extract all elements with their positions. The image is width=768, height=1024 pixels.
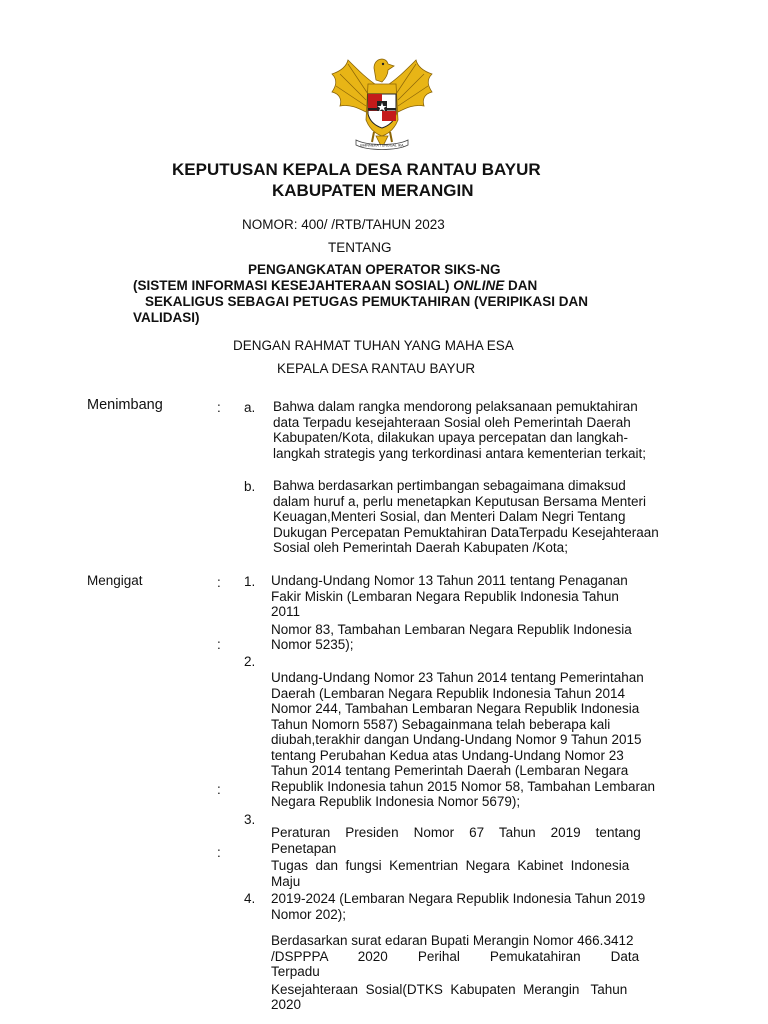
mengingat-marker-1: 1. xyxy=(244,574,256,589)
mengingat-marker-4: 4. xyxy=(244,891,256,906)
mengingat-marker-3: 3. xyxy=(244,812,256,827)
mengingat-colon-4: : xyxy=(217,845,221,860)
decree-title-line1: KEPUTUSAN KEPALA DESA RANTAU BAYUR xyxy=(172,160,541,179)
mengingat-label: Mengigat xyxy=(87,573,143,588)
menimbang-colon: : xyxy=(217,400,221,415)
mengingat-colon-1: : xyxy=(217,575,221,590)
issuer: KEPALA DESA RANTAU BAYUR xyxy=(277,361,476,376)
svg-text:BHINNEKA TUNGGAL IKA: BHINNEKA TUNGGAL IKA xyxy=(360,143,404,148)
mengingat-marker-2: 2. xyxy=(244,654,256,669)
menimbang-marker-a: a. xyxy=(244,400,256,415)
menimbang-label: Menimbang xyxy=(87,397,163,413)
subject-line2: (SISTEM INFORMASI KESEJAHTERAAN SOSIAL) ONLINE DAN xyxy=(133,278,538,293)
mengingat-colon-2: : xyxy=(217,637,221,652)
tentang-label: TENTANG xyxy=(328,240,392,255)
menimbang-marker-b: b. xyxy=(244,479,256,494)
decree-number: NOMOR: 400/ /RTB/TAHUN 2023 xyxy=(242,217,445,232)
subject-line1: PENGANGKATAN OPERATOR SIKS-NG xyxy=(248,262,501,277)
mengingat-item-3: Peraturan Presiden Nomor 67 Tahun 2019 tentang Penetapan Tugas dan fungsi Kementrian Negara Kabinet Indonesia Maju 2019-2024 (Lembaran Negara Republik Indonesia Tahun 2019 Nomor 202); xyxy=(271,825,646,922)
decree-title-line2: KABUPATEN MERANGIN xyxy=(272,181,474,200)
subject-line3: SEKALIGUS SEBAGAI PETUGAS PEMUKTAHIRAN (VERIPIKASI DAN xyxy=(145,294,589,309)
mengingat-item-1: Undang-Undang Nomor 13 Tahun 2011 tentang Penaganan Fakir Miskin (Lembaran Negara Republik Indonesia Tahun 2011 Nomor 83, Tambahan Lembaran Negara Republik Indonesia Nomor 5235); xyxy=(271,573,632,652)
mengingat-colon-3: : xyxy=(217,782,221,797)
mengingat-item-2: Undang-Undang Nomor 23 Tahun 2014 tentang Pemerintahan Daerah (Lembaran Negara Republik Indonesia Tahun 2014 Nomor 244, Tambahan Lembaran Negara Republik Indonesia Tahun Nomorn 5587) Sebagainmana telah beberapa kali diubah,terakhir dangan Undang-Undang Nomor 9 Tahun 2015 tentang Perubahan Kedua atas Undang-Undang Nomor 23 Tahun 2014 tentang Pemerintah Daerah (Lembaran Negara Republik Indonesia tahun 2015 Nomor 58, Tambahan Lembaran Negara Republik Indonesia Nomor 5679); xyxy=(271,670,656,809)
garuda-pancasila-emblem xyxy=(328,50,436,152)
menimbang-item-b: Bahwa berdasarkan pertimbangan sebagaimana dimaksud dalam huruf a, perlu menetapkan Keputusan Bersama Menteri Keuagan,Menteri Sosial, dan Menteri Dalam Negri Tentang Dukugan Percepatan Pemuktahiran DataTerpadu Kesejahteraan Sosial oleh Pemerintah Daerah Kabupaten /Kota; xyxy=(273,478,659,555)
menimbang-item-a: Bahwa dalam rangka mendorong pelaksanaan pemuktahiran data Terpadu kesejahteraan Sosial oleh Pemerintah Daerah Kabupaten/Kota, dilakukan upaya percepatan dan langkah- langkah strategis yang terkordinasi antara kementerian terkait; xyxy=(273,399,646,461)
subject-line4: VALIDASI) xyxy=(133,310,200,325)
mengingat-item-4: Berdasarkan surat edaran Bupati Merangin Nomor 466.3412 /DSPPPA 2020 Perihal Pemukatahiran Data Terpadu Kesejahteraan Sosial(DTKS Kabupaten Merangin Tahun 2020 xyxy=(271,933,640,1012)
blessing: DENGAN RAHMAT TUHAN YANG MAHA ESA xyxy=(233,338,514,353)
